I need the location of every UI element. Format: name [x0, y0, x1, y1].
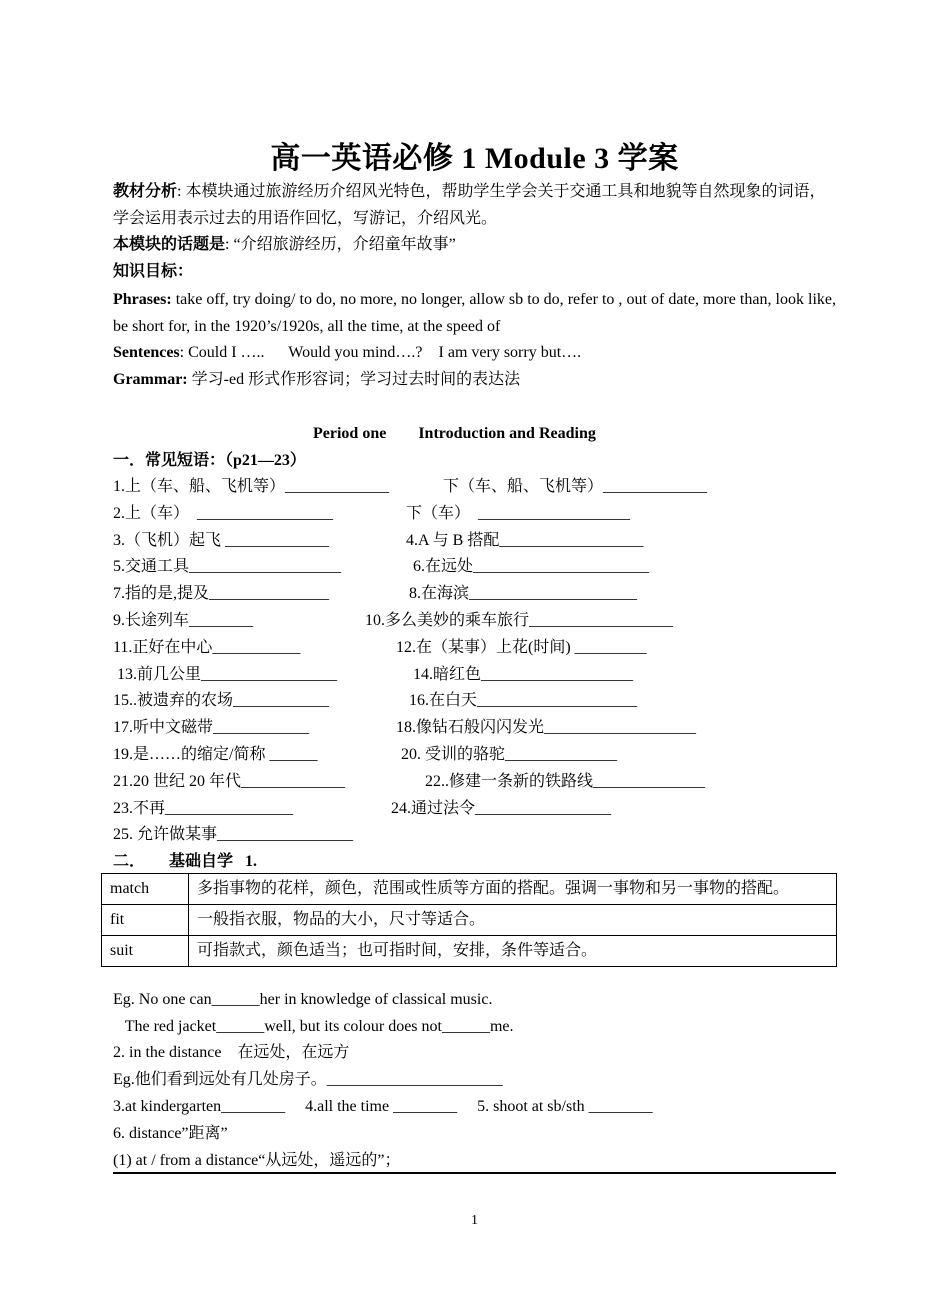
analysis-paragraph: [113, 178, 836, 232]
section2-heading: 二． 基础自学 1.: [113, 853, 258, 870]
period-heading: Period one Introduction and Reading: [313, 425, 596, 442]
phrase-item: 18.像钻石般闪闪发光___________________: [396, 719, 697, 736]
table-row: [102, 905, 837, 936]
phrase-item: 15..被遗弃的农场____________: [113, 692, 330, 709]
example-line: (1) at / from a distance“从远处，遥远的”；: [113, 1152, 401, 1169]
phrase-item: 下（车、船、飞机等）_____________: [443, 478, 708, 495]
table-word: match: [102, 874, 189, 905]
sentences-label: Sentences: [113, 344, 180, 361]
phrase-item: 12.在（某事）上花(时间) _________: [396, 639, 647, 656]
phrase-item: 7.指的是,提及_______________: [113, 585, 330, 602]
table-row: [102, 936, 837, 967]
table-word: suit: [102, 936, 189, 967]
example-line: The red jacket______well, but its colour does not______me.: [113, 1018, 514, 1035]
table-desc: 可指款式，颜色适当；也可指时间，安排，条件等适合。: [189, 936, 837, 967]
phrase-item: 2.上（车） _________________: [113, 505, 334, 522]
grammar-label: Grammar:: [113, 371, 188, 388]
phrase-item: 11.正好在中心___________: [113, 639, 301, 656]
sentences-text: : Could I ….. Would you mind….? I am very sorry but….: [179, 344, 582, 361]
page-title: 高一英语必修 1 Module 3 学案: [270, 142, 679, 175]
phrase-item: 4.A 与 B 搭配__________________: [406, 532, 644, 549]
phrase-item: 9.长途列车________: [113, 612, 254, 629]
topic-text: : “介绍旅游经历，介绍童年故事”: [225, 236, 456, 253]
phrases-text: take off, try doing/ to do, no more, no longer, allow sb to do, refer to , out of date, more than, look like, be short for, in the 1920’s/1920s, all the time, at the speed of: [113, 291, 836, 335]
phrase-item: 14.暗红色___________________: [413, 666, 634, 683]
phrase-item: 25. 允许做某事_________________: [113, 826, 354, 843]
page-number: 1: [471, 1213, 478, 1228]
analysis-label: 教材分析: [113, 183, 178, 200]
topic-line: [113, 234, 456, 256]
phrase-item: 1.上（车、船、飞机等）_____________: [113, 478, 390, 495]
table-row: [102, 874, 837, 905]
phrase-item: 5.交通工具___________________: [113, 558, 342, 575]
phrase-item: 22..修建一条新的铁路线______________: [425, 773, 706, 790]
example-line: 6. distance”距离”: [113, 1125, 228, 1142]
phrase-item: 13.前几公里_________________: [113, 666, 338, 683]
phrase-item: 16.在白天____________________: [409, 692, 638, 709]
phrase-item: 8.在海滨_____________________: [409, 585, 638, 602]
analysis-text: : 本模块通过旅游经历介绍风光特色，帮助学生学会关于交通工具和地貌等自然现象的词语，学会运用表示过去的用语作回忆，写游记，介绍风光。: [113, 183, 826, 227]
phrase-item: 10.多么美妙的乘车旅行__________________: [365, 612, 674, 629]
comparison-table: [101, 873, 837, 967]
grammar-line: [113, 369, 520, 391]
phrases-label: Phrases:: [113, 291, 172, 308]
phrase-item: 17.听中文磁带____________: [113, 719, 310, 736]
example-line: Eg.他们看到远处有几处房子。______________________: [113, 1071, 503, 1088]
phrase-item: 21.20 世纪 20 年代_____________: [113, 773, 346, 790]
example-line: Eg. No one can______her in knowledge of classical music.: [113, 991, 493, 1008]
phrases-paragraph: [113, 286, 836, 340]
grammar-text: 学习-ed 形式作形容词；学习过去时间的表达法: [187, 371, 521, 388]
example-line: 3.at kindergarten________ 4.all the time ________ 5. shoot at sb/sth ________: [113, 1098, 653, 1115]
phrase-item: 24.通过法令_________________: [391, 800, 612, 817]
phrase-item: 23.不再________________: [113, 800, 294, 817]
phrase-item: 20. 受训的骆驼______________: [401, 746, 618, 763]
section1-heading: 一．常见短语：（p21—23）: [113, 452, 306, 469]
phrase-item: 6.在远处______________________: [413, 558, 650, 575]
table-word: fit: [102, 905, 189, 936]
example-line: 2. in the distance 在远处，在远方: [113, 1044, 350, 1061]
phrase-item: 19.是……的缩定/简称 ______: [113, 746, 318, 763]
topic-label: 本模块的话题是: [113, 236, 226, 253]
footer-rule: [113, 1172, 836, 1174]
table-desc: 一般指衣服，物品的大小，尺寸等适合。: [189, 905, 837, 936]
sentences-line: [113, 342, 581, 364]
table-desc: 多指事物的花样，颜色，范围或性质等方面的搭配。强调一事物和另一事物的搭配。: [189, 874, 837, 905]
phrase-item: 3.（飞机）起飞 _____________: [113, 532, 330, 549]
goals-label: 知识目标：: [113, 263, 194, 280]
phrase-item: 下（车） ___________________: [406, 505, 631, 522]
